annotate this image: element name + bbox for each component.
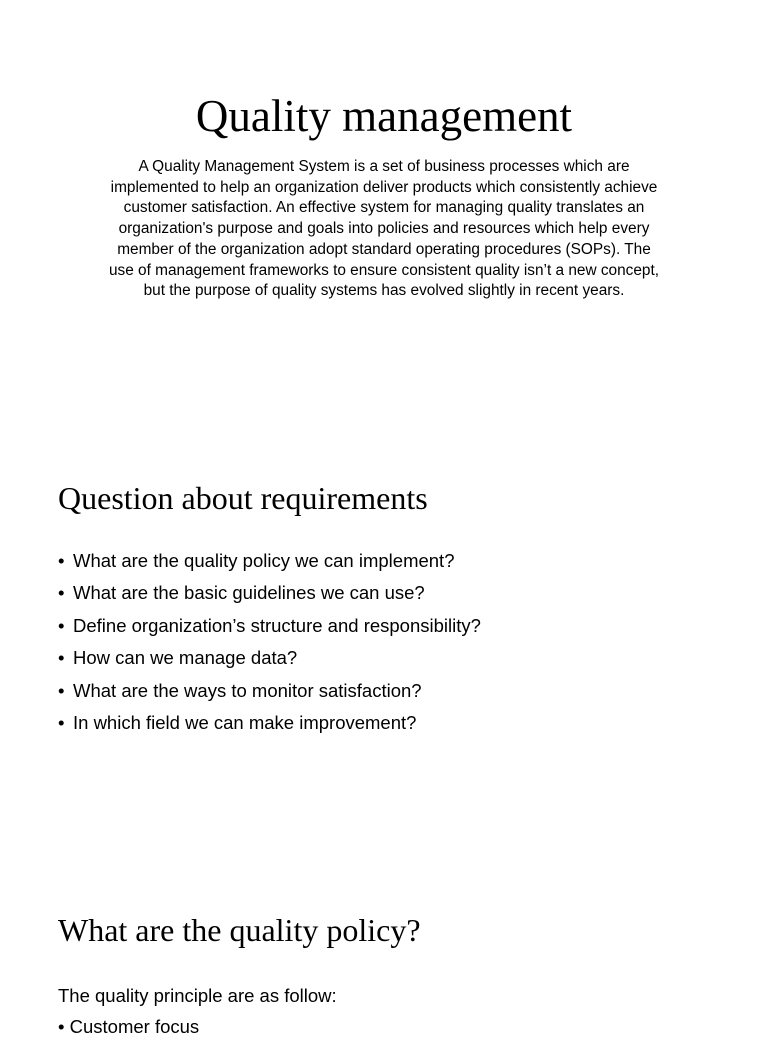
bullet-list [58, 545, 481, 739]
list-item [58, 577, 481, 609]
slide-title: Question about requirements [58, 480, 428, 516]
list-item [58, 707, 481, 739]
bullet-icon: • [58, 647, 65, 669]
bullet-icon: • [58, 614, 65, 636]
slide-question-about-requirements [0, 432, 768, 864]
slide-quality-management [0, 0, 768, 432]
list-item-text: What are the ways to monitor satisfaction? [73, 679, 422, 701]
slide-title: Quality management [195, 91, 573, 141]
list-item [58, 610, 481, 642]
slide-quality-policy [0, 864, 768, 1037]
list-item-text: What are the basic guidelines we can use? [73, 582, 425, 604]
list-item [58, 545, 481, 577]
list-item-text: How can we manage data? [73, 647, 298, 669]
slide-body-text: A Quality Management System is a set of business processes which are implemented to help an organization deliver products which consistently achieve customer satisfaction. An effective system for managing quality translates an organization's purpose and goals into policies and resources which help every member of the organization adopt standard operating procedures (SOPs). The use of management frameworks to ensure consistent quality isn’t a new concept, but the purpose of quality systems has evolved slightly in recent years. [108, 158, 660, 300]
list-item [58, 642, 481, 674]
list-item-text: In which field we can make improvement? [73, 711, 417, 733]
bullet-icon: • [58, 550, 65, 571]
list-item [58, 675, 481, 707]
intro-text: The quality principle are as follow: [58, 985, 337, 1006]
bullet-icon: • [58, 711, 65, 733]
bullet-icon: • [58, 679, 65, 701]
cut-off-list-item: • Customer focus [58, 1016, 200, 1037]
list-item-text: What are the quality policy we can implement? [73, 550, 455, 571]
list-item-text: Define organization’s structure and responsibility? [73, 614, 481, 636]
slide-title: What are the quality policy? [58, 912, 421, 948]
bullet-icon: • [58, 582, 65, 604]
